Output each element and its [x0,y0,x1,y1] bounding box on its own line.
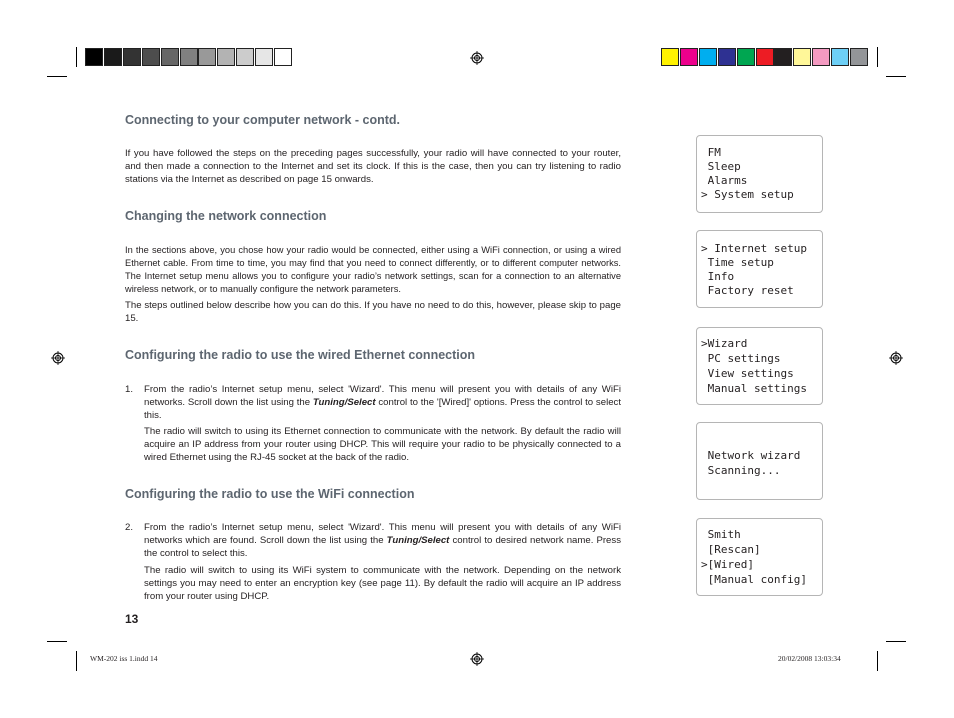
lcd-display-internet-setup [696,327,823,405]
wired-step-text-1: From the radio’s Internet setup menu, select 'Wizard'. This menu will present you with details of any WiFi networks. Scroll down the list using the [144,384,621,408]
lcd-display-main-menu [696,135,823,213]
crop-mark [76,47,77,67]
registration-mark-icon [470,51,484,65]
color-swatch [217,48,235,66]
color-swatch [793,48,811,66]
lcd-line: Smith [701,528,741,541]
registration-mark-icon [889,351,903,365]
lcd-line: Info [701,270,735,283]
lcd-line: >Wizard [701,337,748,350]
lcd-line: Factory reset [701,284,794,297]
tuning-select-label: Tuning/Select [386,535,450,546]
wifi-result-paragraph: The radio will switch to using its WiFi system to communicate with the network. Depending on the network settings you may need to enter an encryption key (see page 11). By default the radio will acquire an IP address from your router using DHCP. [144,565,621,602]
lcd-display-network-wizard [696,422,823,500]
crop-mark [877,651,878,671]
lcd-display-system-setup [696,230,823,308]
crop-mark [877,47,878,67]
crop-mark [76,651,77,671]
lcd-line: View settings [701,367,794,380]
color-swatch [680,48,698,66]
color-swatch [85,48,103,66]
wired-step-paragraph [144,383,621,422]
color-swatch [236,48,254,66]
color-swatch [831,48,849,66]
changing-paragraph-2: The steps outlined below describe how you can do this. If you have no need to do this, however, please skip to page 15. [125,300,621,324]
color-swatch [774,48,792,66]
changing-paragraph-1: In the sections above, you chose how your radio would be connected, either using a WiFi connection, or using a wired Ethernet cable. From time to time, you may find that you need to connect differently, or to different computer networks. The Internet setup menu allows you to configure your radio’s network settings, scan for a connection to an alternative wireless network, or to manually configure the network parameters. [125,245,621,294]
lcd-line: Time setup [701,256,774,269]
crop-mark [886,641,906,642]
slug-date-time: 20/02/2008 13:03:34 [778,654,841,663]
section-heading-wired: Configuring the radio to use the wired Ethernet connection [125,348,476,362]
lcd-line: [Rescan] [701,543,761,556]
lcd-line: FM [701,146,721,159]
lcd-line: [Manual config] [701,573,807,586]
intro-paragraph: If you have followed the steps on the preceding pages successfully, your radio will have connected to your router, and then made a connection to the Internet and set its clock. If this is the case, then you can try listening to radio stations via the Internet as described on page 15 onwards. [125,148,621,185]
color-swatch [699,48,717,66]
crop-mark [47,641,67,642]
lcd-line: >[Wired] [701,558,754,571]
color-swatch [104,48,122,66]
crop-mark [47,76,67,77]
color-swatch [142,48,160,66]
lcd-display-network-list [696,518,823,596]
lcd-line: PC settings [701,352,781,365]
wired-step-text-2: control to the '[Wired]' options. Press the control to select this. [144,397,621,421]
color-swatch [198,48,216,66]
section-heading-contd: Connecting to your computer network - contd. [125,113,400,127]
lcd-line: Sleep [701,160,741,173]
wifi-step-paragraph [144,521,621,560]
section-heading-wifi: Configuring the radio to use the WiFi connection [125,487,415,501]
color-swatch [756,48,774,66]
color-swatch [274,48,292,66]
color-swatch [737,48,755,66]
registration-mark-icon [470,652,484,666]
crop-mark [886,76,906,77]
color-swatch [812,48,830,66]
wired-result-paragraph: The radio will switch to using its Ethernet connection to communicate with the network. By default the radio will acquire an IP address from your router using DHCP. This will require your radio to be physically connected to a wired Ethernet using the RJ-45 socket at the back of the radio. [144,426,621,463]
wifi-step-text-1: From the radio’s Internet setup menu, select 'Wizard'. This menu will present you with details of any WiFi networks which are found. Scroll down the list using the [144,522,621,546]
color-swatch [661,48,679,66]
slug-file-name: WM-202 iss 1.indd 14 [90,654,158,663]
step-number-2: 2. [125,522,134,533]
registration-mark-icon [51,351,65,365]
lcd-line: > System setup [701,188,794,201]
section-heading-changing: Changing the network connection [125,209,327,223]
color-swatch [161,48,179,66]
color-swatch [718,48,736,66]
lcd-line: > Internet setup [701,242,807,255]
tuning-select-label: Tuning/Select [312,397,376,408]
color-swatch [180,48,198,66]
lcd-line: Manual settings [701,382,807,395]
wifi-step-text-2: control to desired network name. Press the control to select this. [144,535,621,559]
color-swatch [123,48,141,66]
color-swatch [850,48,868,66]
lcd-line: Alarms [701,174,748,187]
lcd-line: Network wizard [701,449,801,462]
color-swatch [255,48,273,66]
step-number-1: 1. [125,384,134,395]
lcd-line: Scanning... [701,464,781,477]
page-number: 13 [125,612,139,626]
